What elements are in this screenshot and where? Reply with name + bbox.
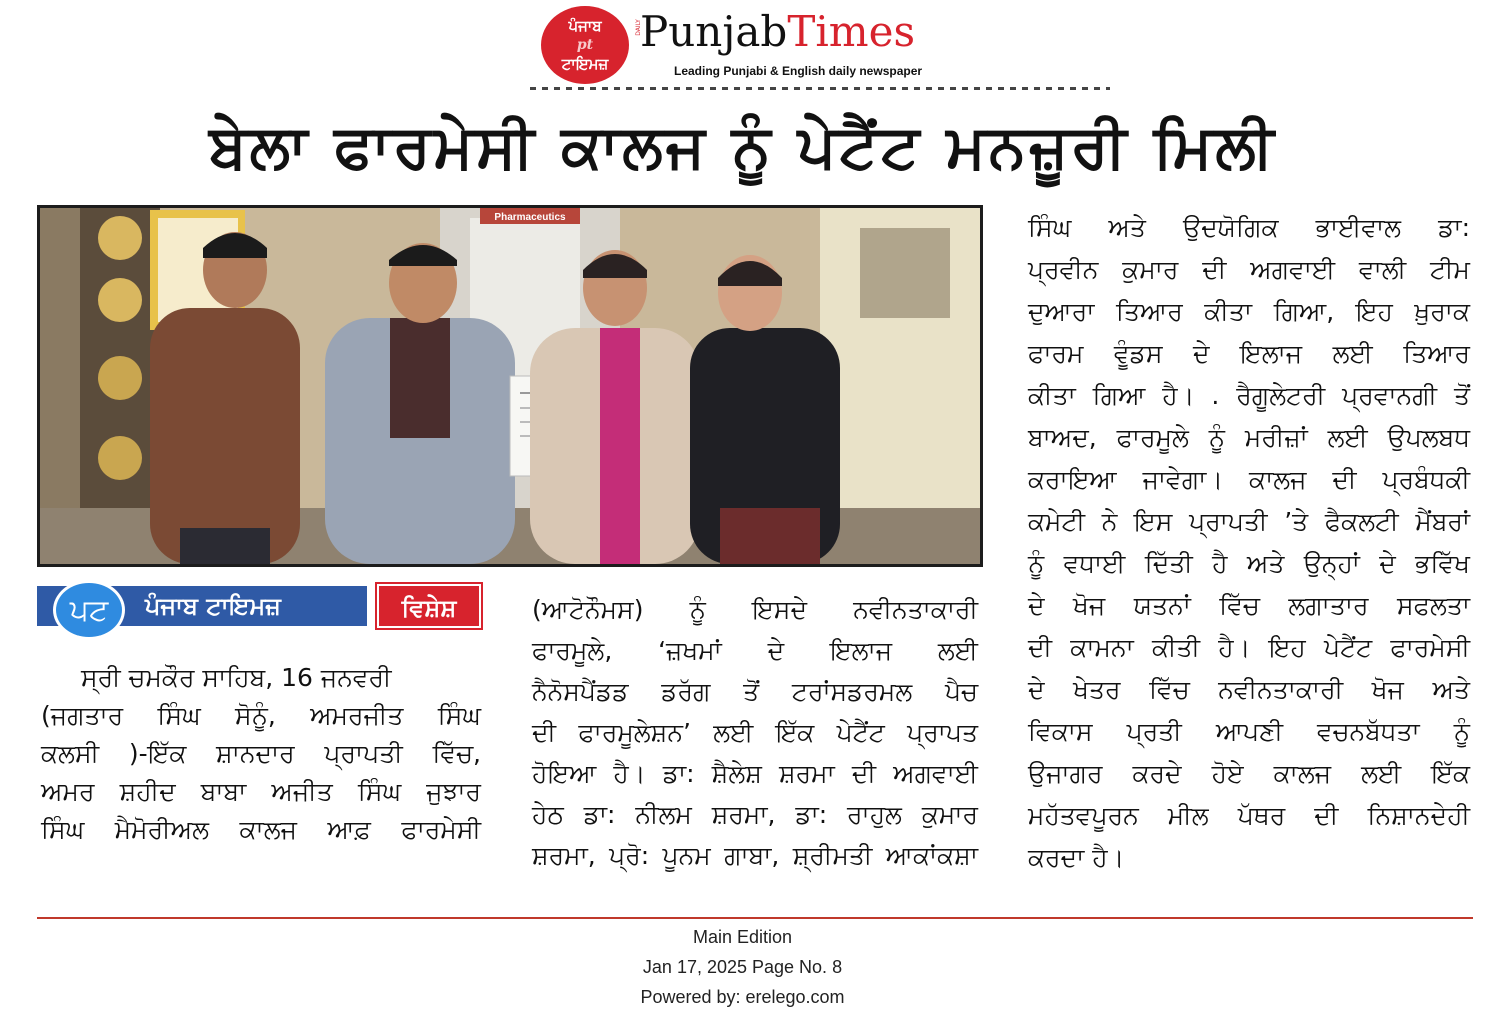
article-column-1 [41,660,481,870]
text-line: ਵਿਕਾਸ ਪ੍ਰਤੀ ਆਪਣੀ ਵਚਨਬੱਧਤਾ ਨੂੰ [1028,717,1470,746]
logo-pt-mark: pt [576,36,594,53]
text-line: ਸਿੰਘ ਅਤੇ ਉਦਯੋਗਿਕ ਭਾਈਵਾਲ ਡਾ: [1028,213,1470,242]
text-line: ਹੋਇਆ ਹੈ। ਡਾ: ਸ਼ੈਲੇਸ਼ ਸ਼ਰਮਾ ਦੀ ਅਗਵਾਈ [532,759,978,788]
text-line: ਦੀ ਕਾਮਨਾ ਕੀਤੀ ਹੈ। ਇਹ ਪੇਟੈਂਟ ਫਾਰਮੇਸੀ [1028,633,1470,662]
text-line: ਨੈਨੋਸਪੈਂਡਡ ਡਰੱਗ ਤੋਂ ਟਰਾਂਸਡਰਮਲ ਪੈਚ [532,677,978,706]
brand-word-times: Times [787,7,915,56]
text-line: ਨੂੰ ਵਧਾਈ ਦਿੱਤੀ ਹੈ ਅਤੇ ਉਨ੍ਹਾਂ ਦੇ ਭਵਿੱਖ [1028,549,1470,578]
masthead-tagline: Leading Punjabi & English daily newspaper [674,64,923,78]
text-line: ਬਾਅਦ, ਫਾਰਮੂਲੇ ਨੂੰ ਮਰੀਜ਼ਾਂ ਲਈ ਉਪਲਬਧ [1028,423,1470,452]
text-line: ਕਮੇਟੀ ਨੇ ਇਸ ਪ੍ਰਾਪਤੀ ’ਤੇ ਫੈਕਲਟੀ ਮੈਂਬਰਾਂ [1028,507,1470,536]
brand-title [640,6,915,58]
text-line: ਦੇ ਖੋਜ ਯਤਨਾਂ ਵਿੱਚ ਲਗਾਤਾਰ ਸਫਲਤਾ [1028,591,1470,620]
text-line: ਉਜਾਗਰ ਕਰਦੇ ਹੋਏ ਕਾਲਜ ਲਈ ਇੱਕ [1028,759,1470,788]
section-banner [37,580,481,632]
newspaper-logo [541,6,629,84]
banner-logo-icon: ਪਟ [53,580,125,640]
banner-newspaper-name: ਪੰਜਾਬ ਟਾਇਮਜ਼ [145,592,281,620]
article-headline: ਬੇਲਾ ਫਾਰਮੇਸੀ ਕਾਲਜ ਨੂੰ ਪੇਟੈਂਟ ਮਨਜ਼ੂਰੀ ਮਿਲੀ [209,112,1277,182]
text-line: ਦੀ ਫਾਰਮੂਲੇਸ਼ਨ’ ਲਈ ਇੱਕ ਪੇਟੈਂਟ ਪ੍ਰਾਪਤ [532,718,978,747]
photo-illustration [40,208,980,564]
corridor-sign-text: Pharmaceutics [494,212,566,223]
text-line: ਕਲਸੀ )-ਇੱਕ ਸ਼ਾਨਦਾਰ ਪ੍ਰਾਪਤੀ ਵਿੱਚ, [41,739,481,768]
text-line: (ਆਟੋਨੌਮਸ) ਨੂੰ ਇਸਦੇ ਨਵੀਨਤਾਕਾਰੀ [532,595,978,624]
text-line: ਸਿੰਘ ਮੈਮੋਰੀਅਲ ਕਾਲਜ ਆਫ਼ ਫਾਰਮੇਸੀ [41,815,481,844]
text-line: ਫਾਰਮੂਲੇ, ‘ਜ਼ਖਮਾਂ ਦੇ ਇਲਾਜ ਲਈ [532,636,978,665]
text-line: ਪ੍ਰਵੀਨ ਕੁਮਾਰ ਦੀ ਅਗਵਾਈ ਵਾਲੀ ਟੀਮ [1028,255,1470,284]
text-line: ਅਮਰ ਸ਼ਹੀਦ ਬਾਬਾ ਅਜੀਤ ਸਿੰਘ ਜੁਝਾਰ [41,777,481,806]
text-line: ਮਹੱਤਵਪੂਰਨ ਮੀਲ ਪੱਥਰ ਦੀ ਨਿਸ਼ਾਨਦੇਹੀ [1028,801,1470,830]
banner-special-tag: ਵਿਸ਼ੇਸ਼ [377,584,481,628]
text-line: ਹੇਠ ਡਾ: ਨੀਲਮ ਸ਼ਰਮਾ, ਡਾ: ਰਾਹੁਲ ਕੁਮਾਰ [532,800,978,829]
text-line: ਸ਼ਰਮਾ, ਪ੍ਰੋ: ਪੂਨਮ ਗਾਬਾ, ਸ਼੍ਰੀਮਤੀ ਆਕਾਂਕਸ਼ਾ [532,841,978,870]
text-line: ਕਰਾਇਆ ਜਾਵੇਗਾ। ਕਾਲਜ ਦੀ ਪ੍ਰਬੰਧਕੀ [1028,465,1470,494]
article-column-2 [532,592,978,892]
text-line: ਫਾਰਮ ਵੂੰਡਸ ਦੇ ਇਲਾਜ ਲਈ ਤਿਆਰ [1028,339,1470,368]
edition-label: Main Edition [692,927,793,947]
article-photo [37,205,983,567]
logo-punjabi-line1: ਪੰਜਾਬ [568,16,602,35]
logo-punjabi-line2: ਟਾਇਮਜ਼ [561,54,609,73]
text-line: ਕੀਤਾ ਗਿਆ ਹੈ। . ਰੈਗੂਲੇਟਰੀ ਪ੍ਰਵਾਨਗੀ ਤੋਂ [1028,381,1470,410]
text-line: ਕਰਦਾ ਹੈ। [1028,843,1125,872]
text-line: ਸ੍ਰੀ ਚਮਕੌਰ ਸਾਹਿਬ, 16 ਜਨਵਰੀ [81,663,392,692]
text-line: ਦੇ ਖੇਤਰ ਵਿੱਚ ਨਵੀਨਤਾਕਾਰੀ ਖੋਜ ਅਤੇ [1028,675,1470,704]
text-line: ਦੁਆਰਾ ਤਿਆਰ ਕੀਤਾ ਗਿਆ, ਇਹ ਖ਼ੁਰਾਕ [1028,297,1470,326]
powered-by-link[interactable]: Powered by: erelego.com [640,987,845,1007]
article-column-3 [1028,210,1470,890]
brand-word-punjab: Punjab [640,7,788,56]
text-line: (ਜਗਤਾਰ ਸਿੰਘ ਸੋਨੂੰ, ਅਮਰਜੀਤ ਸਿੰਘ [41,701,481,730]
brand-mini-label: DAILY [634,19,642,36]
clipped-text-remnant [530,78,1110,92]
footer-divider [37,917,1473,919]
date-page-label: Jan 17, 2025 Page No. 8 [642,957,843,977]
